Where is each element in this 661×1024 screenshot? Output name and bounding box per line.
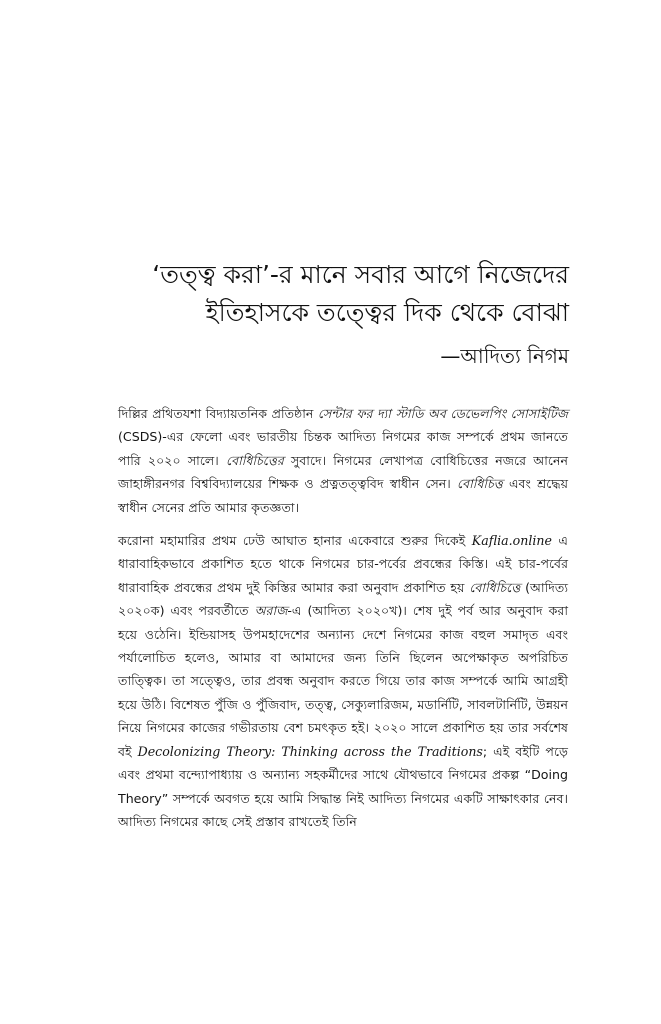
text-run: (আদিত্য ২০২০ক) এবং পরবর্তীতে <box>118 579 568 619</box>
italic-text-run: বোধিচিত্তে <box>469 579 521 595</box>
italic-text-run: সেন্টার ফর দ্যা স্টাডি অব ডেভেলপিং সোসাইটিজ <box>317 406 568 421</box>
book-title-italic: Decolonizing Theory: Thinking across the Traditions <box>137 743 483 759</box>
text-run: দিল্লির প্রথিতযশা বিদ্যায়তনিক প্রতিষ্ঠান <box>118 406 318 421</box>
paragraph-2 <box>118 529 568 833</box>
chapter-title <box>129 256 569 332</box>
author-byline: —আদিত্য নিগম <box>440 344 569 368</box>
italic-text-run: বোধিচিত্ত <box>456 476 503 492</box>
text-run: (CSDS)-এর ফেলো এবং ভারতীয় চিন্তক আদিত্য নিগমের কাজ সম্পর্কে প্রথম জানতে পারি ২০২০ সালে। <box>118 429 568 468</box>
text-run: ; এই বইটি পড়ে এবং প্রথমা বন্দ্যোপাধ্যায় ও অন্যান্য সহকর্মীদের সাথে যৌথভাবে নিগমের প্রকল্প “Doing Theory” সম্পর্কে অবগত হয়ে আমি সিদ্ধান্ত নিই আদিত্য নিগমের একটি সাক্ষাৎকার নেব। আদিত্য নিগমের কাছে সেই প্রস্তাব রাখতেই তিনি <box>118 743 568 829</box>
text-run: এ ধারাবাহিকভাবে প্রকাশিত হতে থাকে নিগমের চার-পর্বের প্রবন্ধের কিস্তি। এই চার-পর্বের ধারাবাহিক প্রবন্ধের প্রথম দুই কিস্তির আমার করা অনুবাদ প্রকাশিত হয় <box>118 533 568 595</box>
text-run: এবং শ্রদ্ধেয় স্বাধীন সেনের প্রতি আমার কৃতজ্ঞতা। <box>118 476 568 515</box>
paragraph-1 <box>118 402 568 519</box>
text-run: -এ (আদিত্য ২০২০খ)। শেষ দুই পর্ব আর অনুবাদ করা হয়ে ওঠেনি। ইন্ডিয়াসহ উপমহাদেশের অন্যান্য দেশে নিগমের কাজ বহুল সমাদৃত এবং পর্যালোচিত হলেও, আমার বা আমাদের জন্য তিনি ছিলেন অপেক্ষাকৃত অপরিচিত তাত্ত্বিক। তা সত্ত্বেও, তার প্রবন্ধ অনুবাদ করতে গিয়ে তার কাজ সম্পর্কে আমি আগ্রহী হয়ে উঠি। বিশেষত পুঁজি ও পুঁজিবাদ, তত্ত্ব, সেক্যুলারিজম, মডার্নিটি, সাবলটার্নিটি, উন্নয়ন নিয়ে নিগমের কাজের গভীরতায় বেশ চমৎকৃত হই। ২০২০ সালে প্রকাশিত হয় তার সর্বশেষ বই <box>118 603 568 759</box>
italic-text-run: অরাজ <box>254 603 288 619</box>
text-run: করোনা মহামারির প্রথম ঢেউ আঘাত হানার একেবারে শুরুর দিকেই <box>118 533 472 549</box>
italic-text-run: বোধিচিত্তের <box>225 452 284 468</box>
chapter-title-line-2: ইতিহাসকে তত্ত্বের দিক থেকে বোঝা <box>205 298 569 327</box>
text-run: সুবাদে। নিগমের লেখাপত্র বোধিচিত্তের নজরে আনেন জাহাঙ্গীরনগর বিশ্ববিদ্যালয়ের শিক্ষক ও প্রত্নতত্ত্ববিদ স্বাধীন সেন। <box>118 452 568 492</box>
chapter-title-line-1: ‘তত্ত্ব করা’-র মানে সবার আগে নিজেদের <box>152 260 569 289</box>
italic-text-run: Kaflia.online <box>471 533 552 549</box>
body-text <box>118 402 568 833</box>
